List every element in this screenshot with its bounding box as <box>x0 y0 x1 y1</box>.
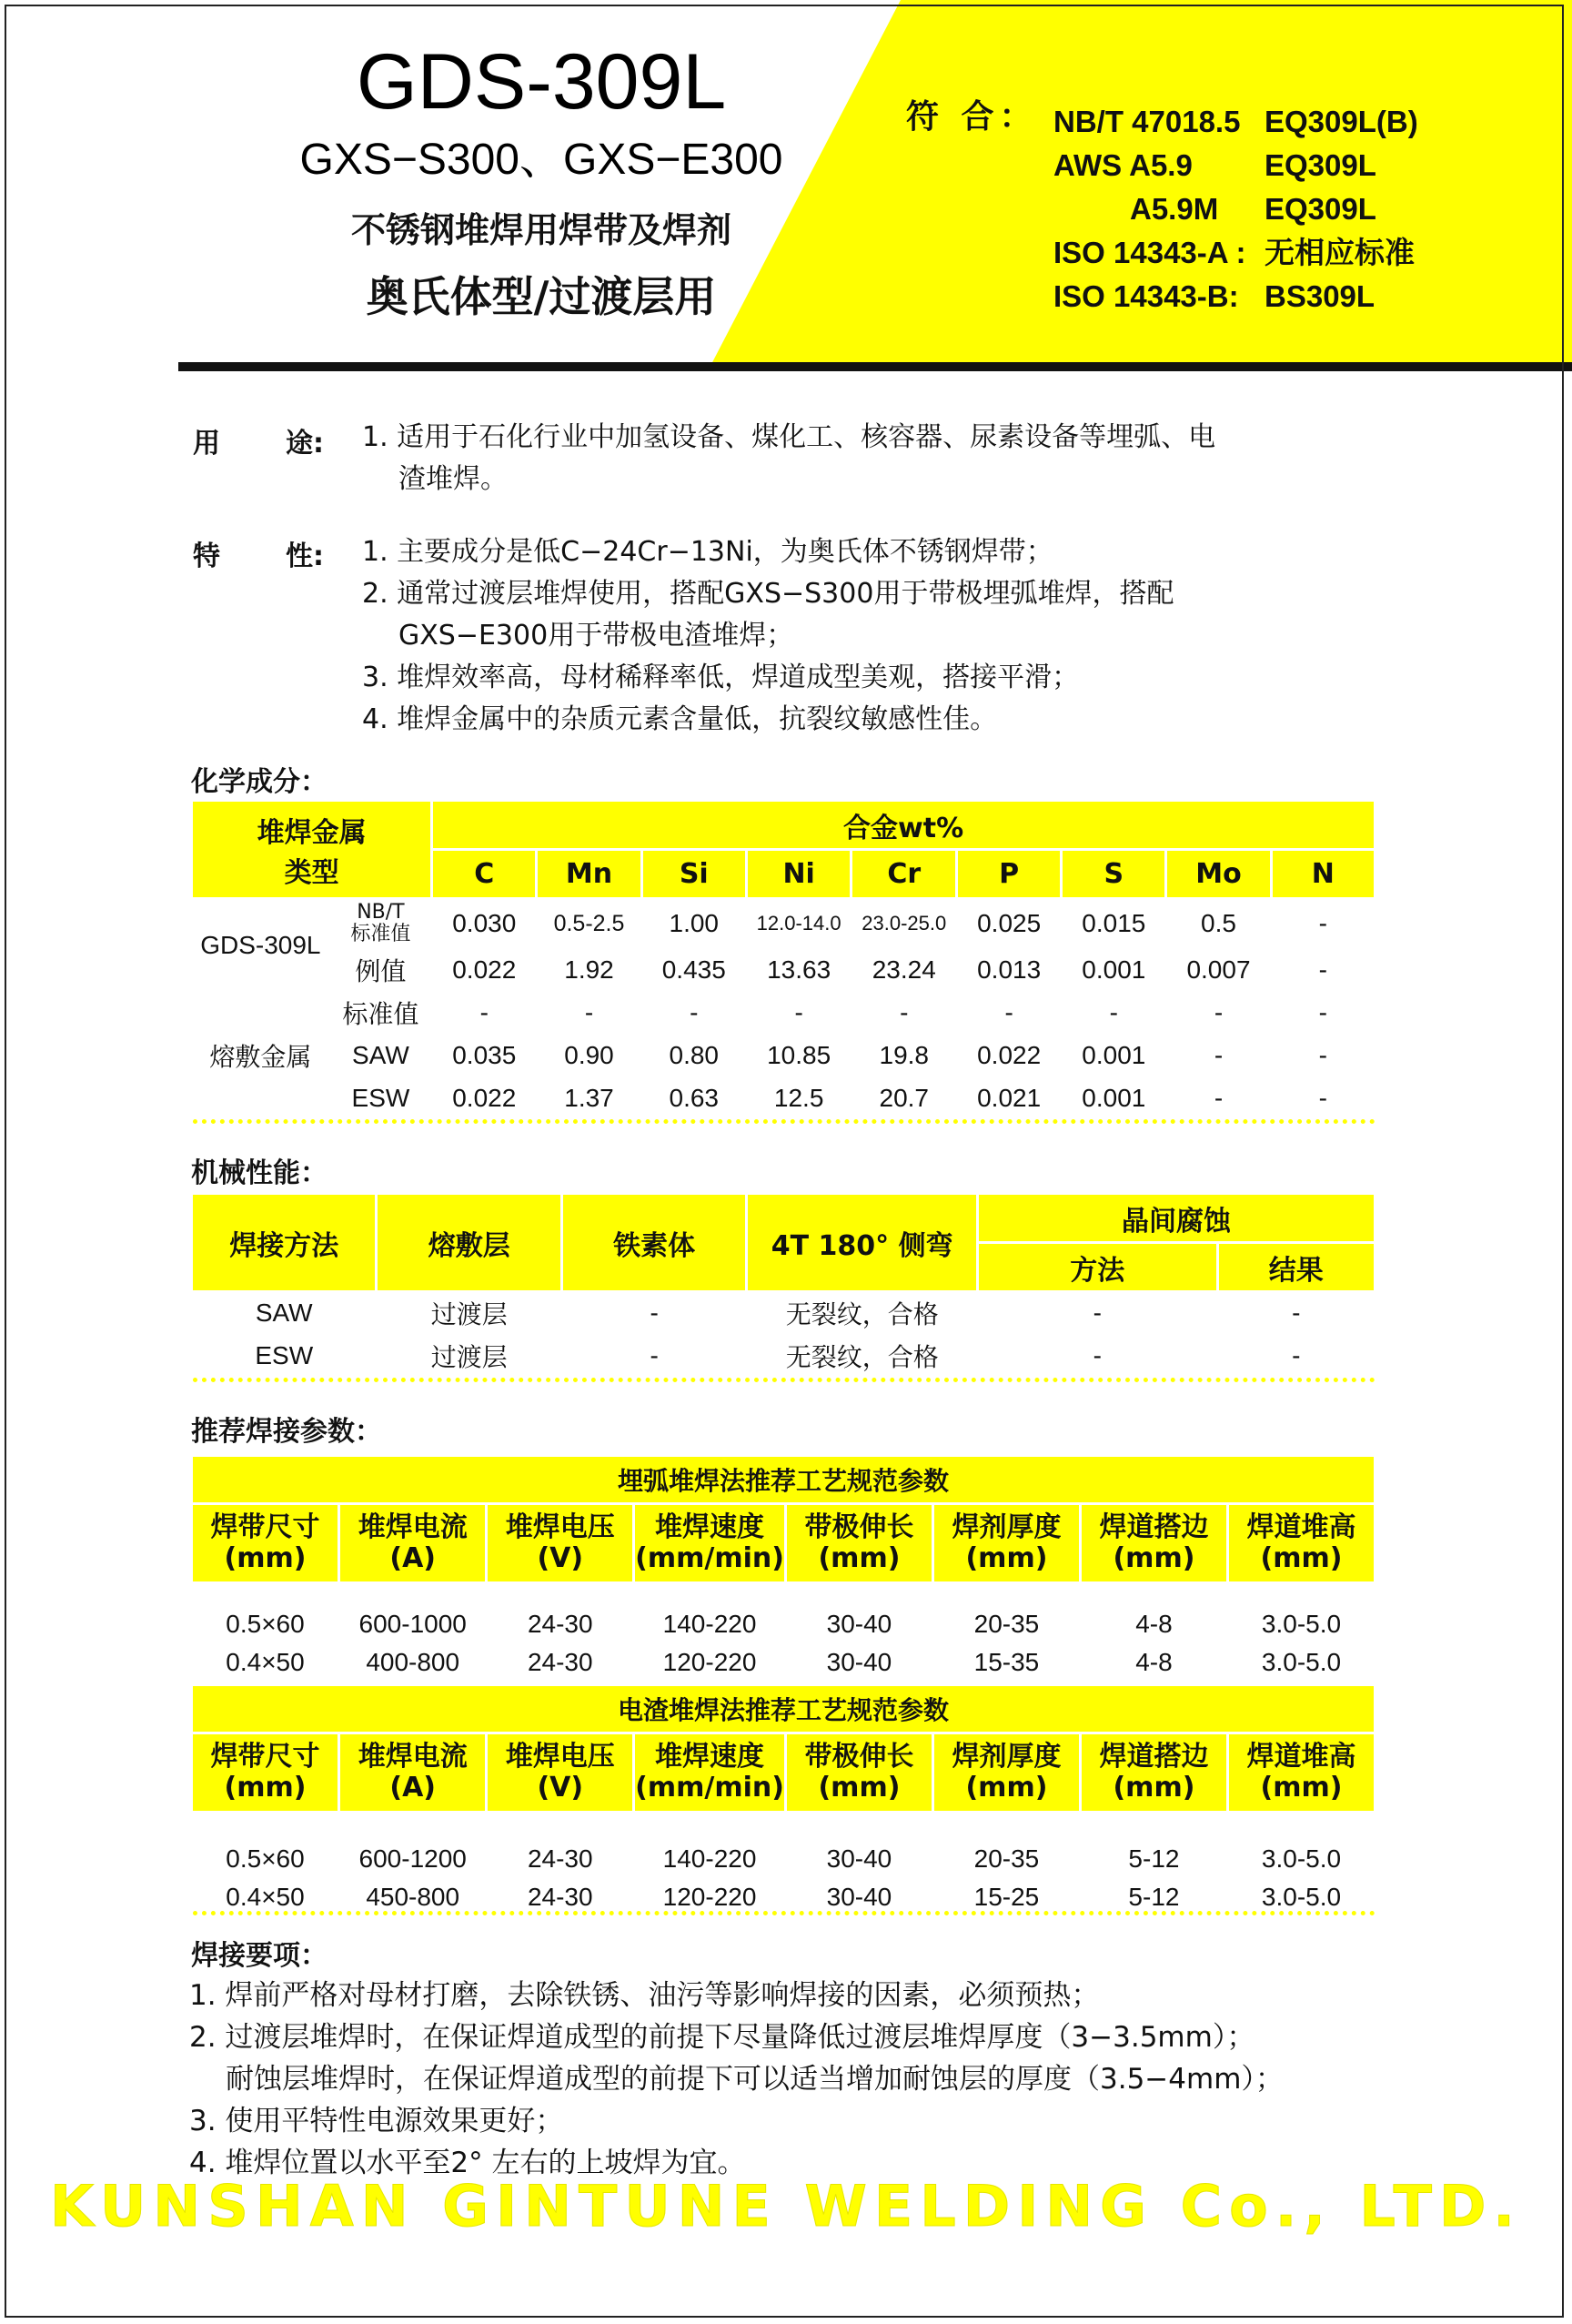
chem-group-name: 熔敷金属 <box>209 1042 312 1072</box>
product-description: 不锈钢堆焊用焊带及焊剂 <box>350 210 731 250</box>
product-category: 奥氏体型/过渡层用 <box>366 272 717 321</box>
chem-element-header: Mn <box>538 851 640 897</box>
table-row: 熔敷金属 标准值 - - - - - - - - - <box>193 993 1374 1033</box>
feature-item: 2. 通常过渡层堆焊使用，搭配GXS−S300用于带极埋弧堆焊，搭配 <box>362 578 1174 610</box>
features-label: 特 性: <box>193 541 324 572</box>
table-row: 0.4×50 400-800 24-30 120-220 30-40 15-35 4-8 3.0-5.0 <box>226 1648 1342 1676</box>
chem-table <box>190 799 1376 1121</box>
table-row: 0.5×60 600-1200 24-30 140-220 30-40 20-35 5-12 3.0-5.0 <box>226 1844 1342 1873</box>
mech-heading: 机械性能： <box>191 1157 328 1189</box>
product-subtitle: GXS−S300、GXS−E300 <box>299 136 783 184</box>
note-item: 2. 过渡层堆焊时，在保证焊道成型的前提下尽量降低过渡层堆焊厚度（3−3.5mm）； <box>189 2021 1255 2054</box>
standards-label: 符 合： <box>906 98 1038 136</box>
note-item: 4. 堆焊位置以水平至2° 左右的上坡焊为宜。 <box>189 2147 746 2179</box>
notes-list <box>189 1975 1284 2184</box>
header-rule <box>178 362 1572 371</box>
note-item: 1. 焊前严格对母材打磨，去除铁锈、油污等影响焊接的因素，必须预热； <box>189 1979 1100 2012</box>
header-titles <box>173 36 910 333</box>
chem-element-header: P <box>958 851 1060 897</box>
standard-row: ISO 14343-A : 无相应标准 <box>1053 236 1415 269</box>
chem-group-name: GDS-309L <box>200 930 321 959</box>
chem-element-header: Cr <box>852 851 955 897</box>
table-row: ESW 0.022 1.37 0.63 12.5 20.7 0.021 0.001 - - <box>351 1084 1327 1112</box>
esw-title: 电渣堆焊法推荐工艺规范参数 <box>193 1686 1374 1732</box>
params-table: 埋弧堆焊法推荐工艺规范参数 焊带尺寸 (mm) 堆焊电流 (A) 堆焊电压 (V) 堆焊速度 (mm/min) 带极伸长 (mm) 焊剂厚度 (mm) 焊道搭边 (mm) 焊道堆高 (mm) 0.5×60 600-1000 24-30 140-220 30-40 20-35 4-8 3.0-5.0 0.4×50 400-800 24-30 120-220 30-40 15-35 4-8 3.0-5.0 电渣堆焊法推荐工艺规范参数 焊带尺寸 (mm) 堆焊电流 (A) 堆焊电压 (V) 堆焊速度 (mm/min) 带极伸长 (mm) 焊剂厚度 (mm) 焊道搭边 (mm) 焊道堆高 (mm) 0.5×60 600-1200 24-30 140-220 30-40 20-35 5-12 3.0-5.0 0.4×50 450-800 24-30 120-220 30-40 15-25 5-12 3.0-5.0 <box>190 1454 1376 1921</box>
chem-element-header: Mo <box>1167 851 1269 897</box>
chem-element-header: Ni <box>748 851 851 897</box>
chem-element-header: S <box>1063 851 1164 897</box>
table-row: ESW 过渡层 - 无裂纹，合格 - - <box>255 1341 1301 1372</box>
standard-row: NB/T 47018.5 EQ309L(B) <box>1053 105 1418 138</box>
feature-item: 1. 主要成分是低C−24Cr−13Ni，为奥氏体不锈钢焊带； <box>362 536 1053 568</box>
standard-row: AWS A5.9 EQ309L <box>1053 148 1376 182</box>
chem-heading: 化学成分： <box>191 766 328 798</box>
standard-row: ISO 14343-B: BS309L <box>1053 279 1376 313</box>
chem-element-header: C <box>433 851 535 897</box>
table-row: SAW 过渡层 - 无裂纹，合格 - - <box>255 1298 1301 1329</box>
usage-label: 用 途: <box>193 428 324 460</box>
notes-heading: 焊接要项： <box>191 1940 328 1972</box>
feature-item: 4. 堆焊金属中的杂质元素含量低，抗裂纹敏感性佳。 <box>362 703 998 735</box>
product-model: GDS-309L <box>356 38 727 126</box>
chem-element-header: Si <box>643 851 745 897</box>
usage-text: 1. 适用于石化行业中加氢设备、煤化工、核容器、尿素设备等埋弧、电 渣堆焊。 <box>362 421 1216 495</box>
table-row: SAW 0.035 0.90 0.80 10.85 19.8 0.022 0.001 - - <box>352 1041 1327 1069</box>
features-list <box>362 531 1174 741</box>
chem-alloy-header: 合金wt% <box>433 802 1374 848</box>
saw-title: 埋弧堆焊法推荐工艺规范参数 <box>193 1457 1374 1502</box>
table-row: 0.4×50 450-800 24-30 120-220 30-40 15-25 5-12 3.0-5.0 <box>226 1883 1342 1911</box>
mech-table: 焊接方法 熔敷层 铁素体 4T 180° 侧弯 晶间腐蚀 方法 结果 SAW 过渡层 - 无裂纹，合格 - - ESW 过渡层 - 无裂纹，合格 - - <box>190 1192 1376 1379</box>
params-heading: 推荐焊接参数： <box>191 1416 382 1448</box>
chem-element-header: N <box>1273 851 1374 897</box>
table-row: 例值 0.022 1.92 0.435 13.63 23.24 0.013 0.001 0.007 - <box>355 955 1327 986</box>
table-row: 0.5×60 600-1000 24-30 140-220 30-40 20-35 4-8 3.0-5.0 <box>226 1610 1342 1638</box>
company-name: KUNSHAN GINTUNE WELDING Co., LTD. <box>50 2173 1522 2239</box>
note-item: 3. 使用平特性电源效果更好； <box>189 2105 564 2137</box>
dotted-divider <box>193 1119 1376 1124</box>
feature-item: 3. 堆焊效率高，母材稀释率低，焊道成型美观，搭接平滑； <box>362 662 1080 693</box>
standard-row: A5.9M EQ309L <box>1130 192 1376 226</box>
feature-item-cont: GXS−E300用于带极电渣堆焊； <box>398 620 794 652</box>
chem-type-header: 堆焊金属 类型 <box>193 802 430 897</box>
note-item-cont: 耐蚀层堆焊时，在保证焊道成型的前提下可以适当增加耐蚀层的厚度（3.5−4mm）； <box>226 2063 1284 2096</box>
table-row: GDS-309L NB/T 标准值 0.030 0.5-2.5 1.00 12.0-14.0 23.0-25.0 0.025 0.015 0.5 - <box>193 900 1374 947</box>
dotted-divider <box>193 1378 1376 1382</box>
standards-list <box>1053 100 1418 318</box>
dotted-divider <box>193 1911 1376 1915</box>
